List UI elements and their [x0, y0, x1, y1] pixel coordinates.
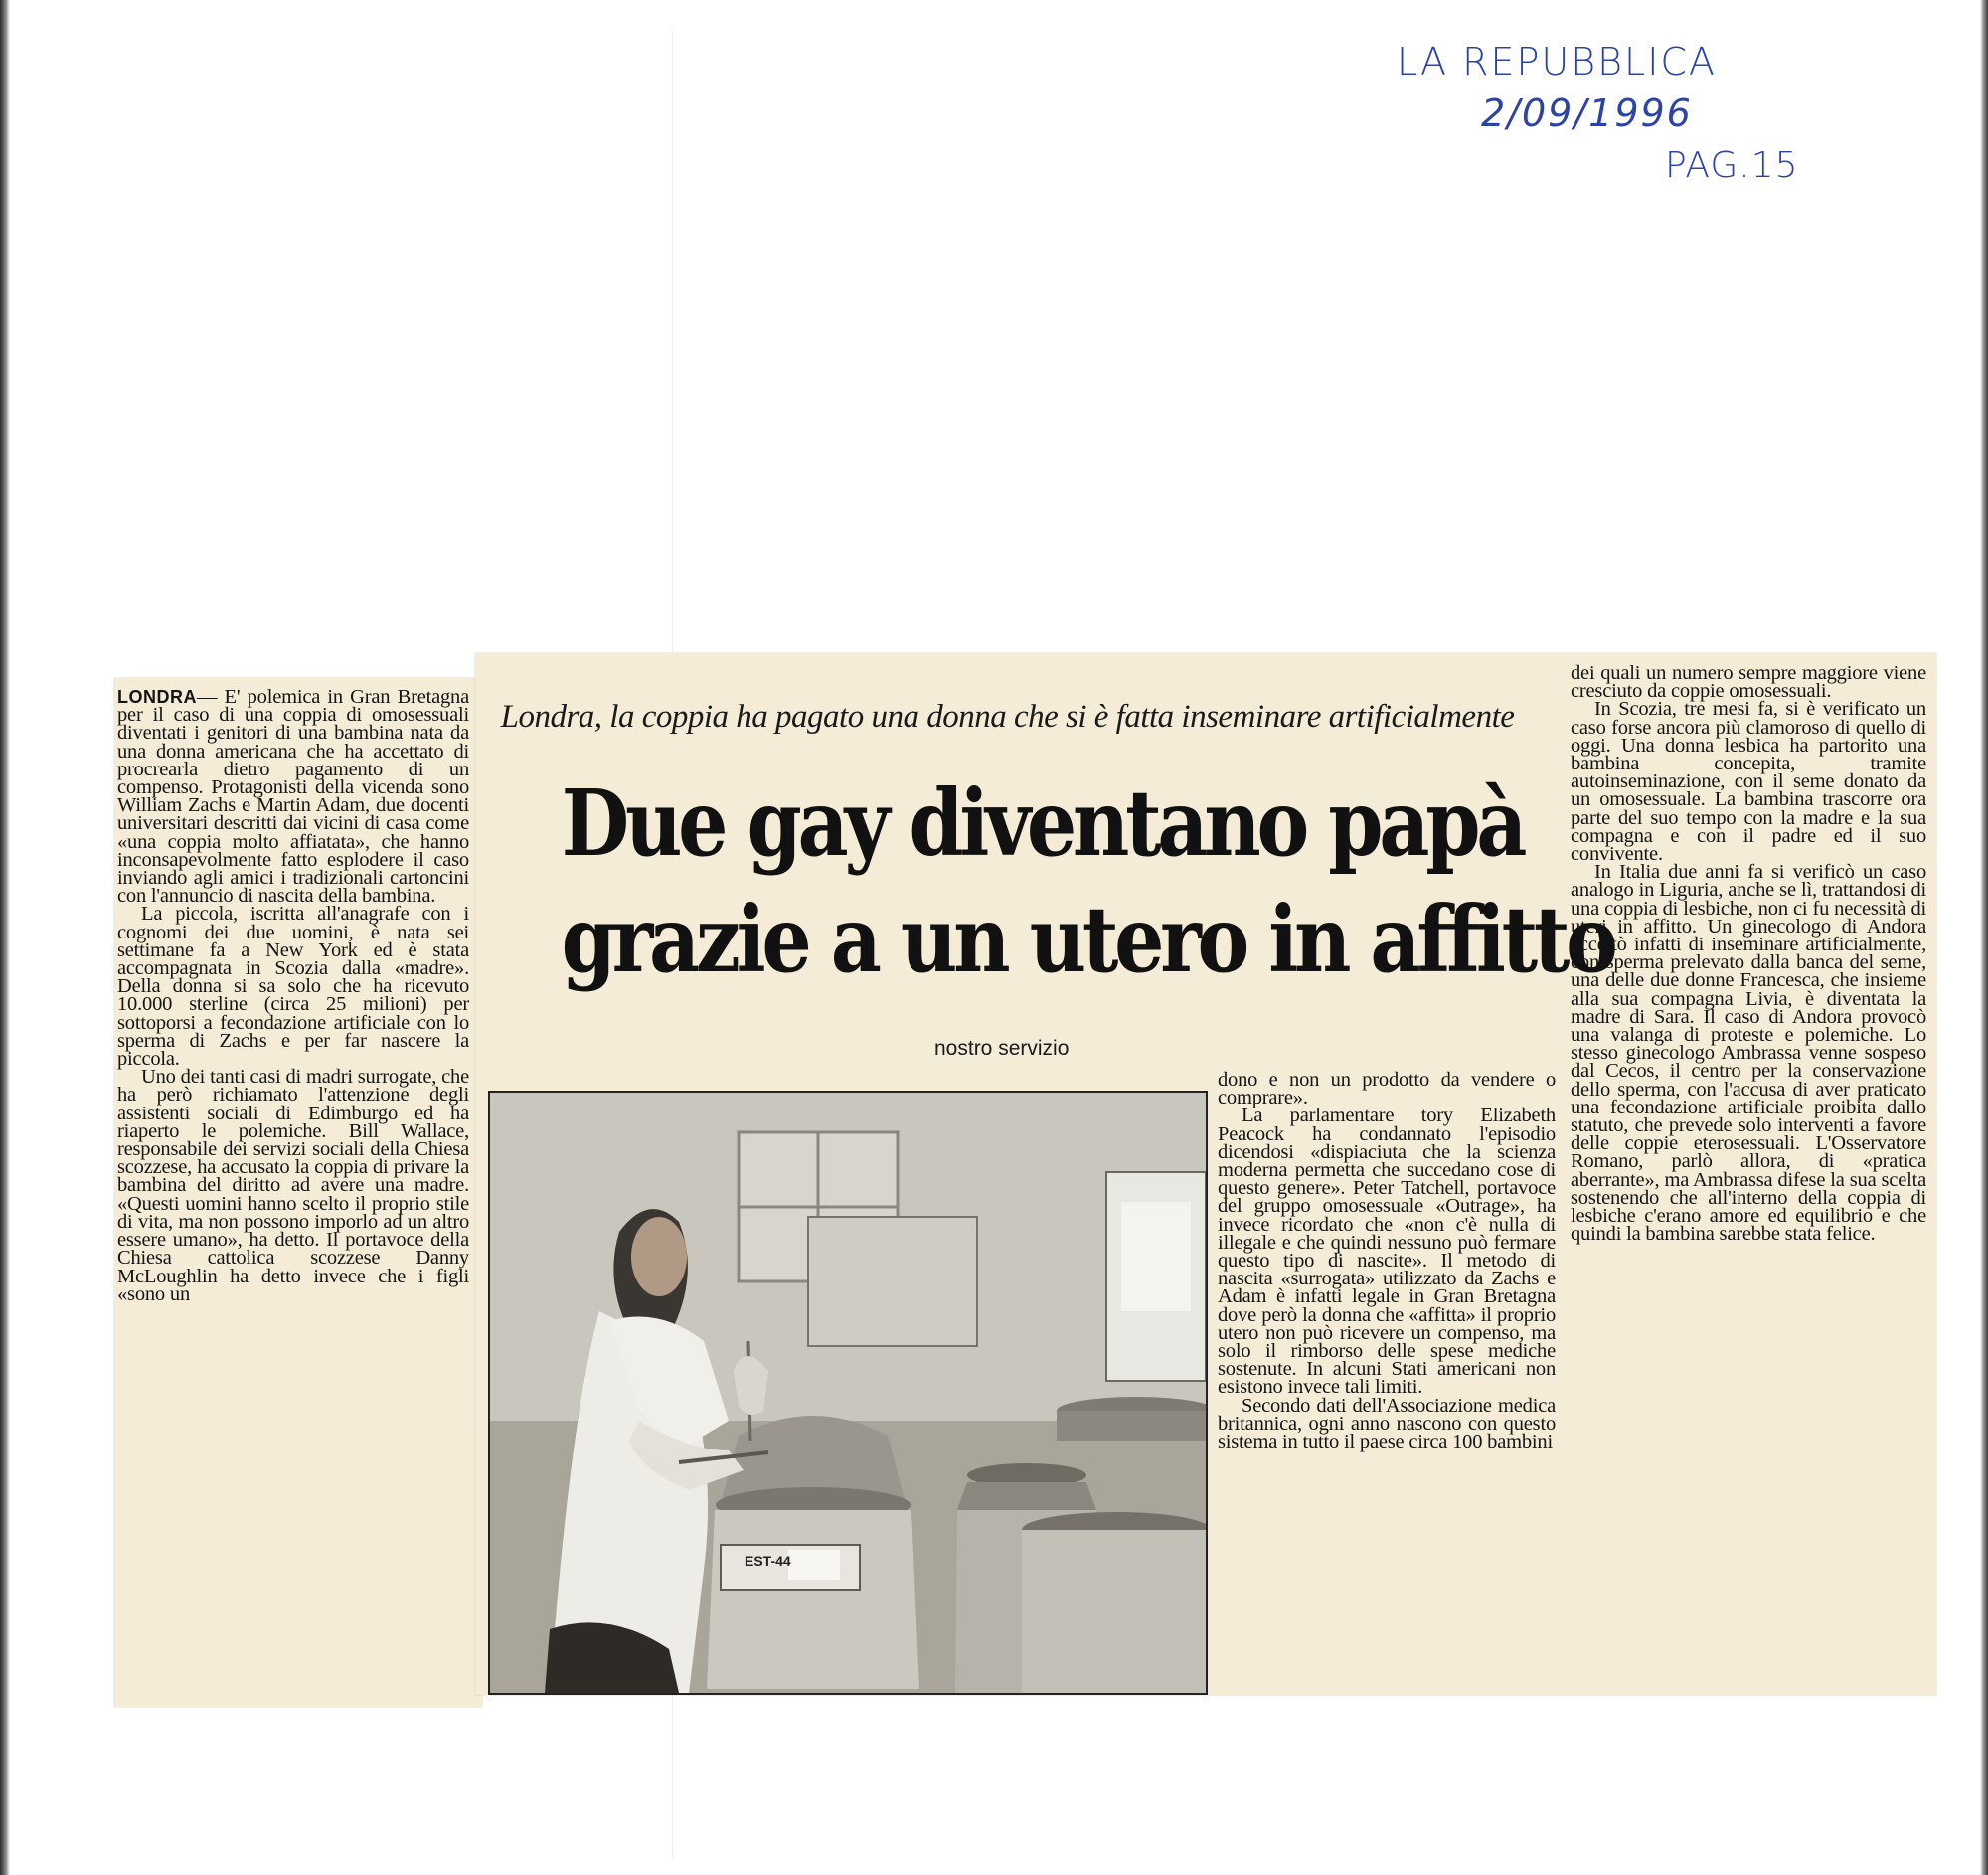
paragraph: dei quali un numero sempre maggiore viene cresciuto da coppie omosessuali. — [1571, 662, 1926, 703]
article-column-4 — [1571, 664, 1926, 1244]
handwritten-annotation — [1397, 40, 1913, 189]
paragraph: dono e non un prodotto da vendere o comprare». — [1218, 1069, 1556, 1109]
paragraph: LONDRA— E' polemica in Gran Bretagna per il caso di una coppia di omosessuali diventati i genitori di una bambina nata da una donna americana che ha accettato di procrearla dietro pagamento di un compenso. Protagonisti della vicenda sono William Zachs e Martin Adam, due docenti universitari descritti dai vicini di casa come «una coppia molto affiatata», che hanno inconsapevolmente fatto esplodere il caso inviando agli amici i tradizionali cartoncini con l'annuncio di nascita della bambina. — [117, 686, 469, 908]
photo-illustration — [490, 1093, 1206, 1693]
paragraph: La piccola, iscritta all'anagrafe con i cognomi dei due uomini, è nata sei settimane fa a New York ed è stata accompagnata in Scozia dalla «madre». Della donna si sa solo che ha ricevuto 10.000 sterline (circa 25 milioni) per sottoporsi a fecondazione artificiale con lo sperma di Zachs e per far nascere la piccola. — [117, 903, 469, 1071]
article-byline: nostro servizio — [934, 1037, 1070, 1060]
annotation-date: 2/09/1996 — [1481, 91, 1693, 135]
dateline: LONDRA — [117, 687, 197, 707]
paragraph: Uno dei tanti casi di madri surrogate, che ha però richiamato l'attenzione degli assistenti sociali di Edimburgo ed ha riaperto le polemiche. Bill Wallace, responsabile dei servizi sociali della Chiesa scozzese, ha accusato la coppia di privare la bambina del diritto ad avere una madre. «Questi uomini hanno scelto il proprio stile di vita, ma non possono imporlo ad un altro essere umano», ha detto. Il portavoce della Chiesa cattolica scozzese Danny McLoughlin ha detto invece che i figli «sono un — [117, 1066, 469, 1305]
annotation-source: LA REPUBBLICA — [1397, 40, 1717, 84]
article-column-3 — [1218, 1069, 1556, 1453]
scan-edge-left — [0, 0, 10, 1875]
paragraph: In Scozia, tre mesi fa, si è verificato un caso forse ancora più clamoroso di quello di oggi. Una donna lesbica ha partorito una bambina concepita, tramite autoinseminazione, con il seme donato da un omosessuale. La bambina trascorre ora parte del suo tempo con la madre e la sua compagna e con il padre ed il suo convivente. — [1571, 698, 1926, 866]
headline-line-1: Due gay diventano papà — [561, 769, 1524, 877]
article-headline — [561, 766, 1614, 998]
scan-edge-right — [1980, 0, 1988, 1875]
paragraph: La parlamentare tory Elizabeth Peacock ha condannato l'episodio dicendosi «dispiaciuta che la scienza moderna permetta che succedano cose di questo genere». Peter Tatchell, portavoce del gruppo omosessuale «Outrage», ha invece ricordato che «non c'è nulla di illegale e che quindi nessuno può fermare questo tipo di nascite». Il metodo di nascita «surrogata» utilizzato da Zachs e Adam è infatti legale in Gran Bretagna dove però la donna che «affitta» il proprio utero non può ricevere un compenso, ma solo il rimborso delle spese mediche sostenute. In alcuni Stati americani non esistono invece tali limiti. — [1218, 1105, 1556, 1399]
headline-line-2: grazie a un utero in affitto — [561, 886, 1614, 993]
article-kicker: Londra, la coppia ha pagato una donna che si è fatta inseminare artificialmente — [500, 699, 1515, 735]
article-column-1 — [117, 688, 469, 1303]
annotation-page: PAG.15 — [1665, 145, 1799, 186]
article-photo — [488, 1091, 1208, 1695]
paragraph: In Italia due anni fa si verificò un caso analogo in Liguria, anche se lì, trattandosi di una coppia di lesbiche, non ci fu necessità di uteri in affitto. Un ginecologo di Andora accettò infatti di inseminare artificialmente, con sperma prelevato dalla banca del seme, una delle due donne Francesca, che insieme alla sua compagna Livia, è diventata la madre di Sara. Il caso di Andora provocò una valanga di proteste e polemiche. Lo stesso ginecologo Ambrassa venne sospeso dal Cecos, il centro per la conservazione dello sperma, con l'accusa di aver praticato una fecondazione artificiale proibita dallo statuto, che prevede solo interventi a favore delle coppie eterosessuali. L'Osservatore Romano, parlò allora, di «pratica aberrante», ma Ambrassa difese la sua scelta sostenendo che all'interno della coppia di lesbiche c'erano amore ed equilibrio e che quindi la bambina sarebbe stata felice. — [1571, 861, 1926, 1246]
paragraph: Secondo dati dell'Associazione medica britannica, ogni anno nascono con questo sistema in tutto il paese circa 100 bambini — [1218, 1394, 1556, 1453]
photo-tank-label: EST-44 — [745, 1553, 791, 1569]
